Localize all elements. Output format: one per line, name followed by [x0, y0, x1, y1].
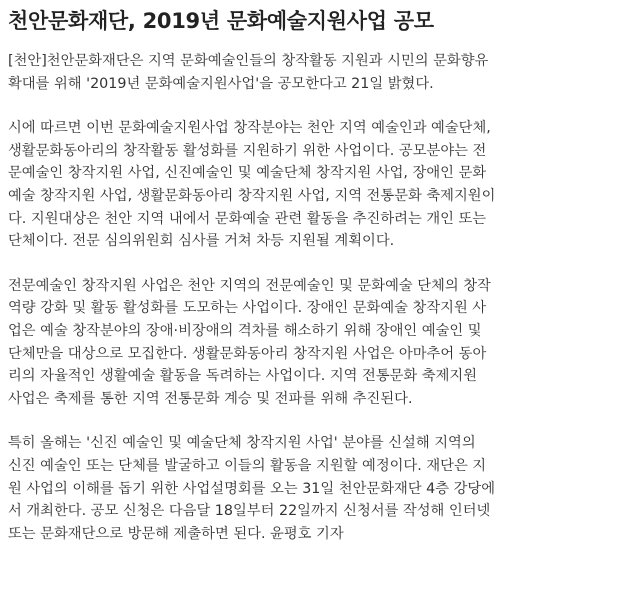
paragraph-line: 특히 올해는 '신진 예술인 및 예술단체 창작지원 사업' 분야를 신설해 지역의	[8, 435, 476, 452]
paragraph-line: 신진 예술인 또는 단체를 발굴하고 이들의 활동을 지원할 예정이다. 재단은 지	[8, 457, 487, 474]
article-paragraph-4	[8, 432, 630, 545]
article-paragraph-3	[8, 275, 630, 411]
paragraph-line: 문예술인 창작지원 사업, 신진예술인 및 예술단체 창작지원 사업, 장애인 문화	[8, 165, 487, 182]
article-paragraph-2	[8, 117, 630, 253]
paragraph-line: [천안]천안문화재단은 지역 문화예술인들의 창작활동 지원과 시민의 문화향유	[8, 53, 489, 69]
paragraph-line: 시에 따르면 이번 문화예술지원사업 창작분야는 천안 지역 예술인과 예술단체,	[8, 120, 491, 137]
paragraph-line: 원 사업의 이해를 돕기 위한 사업설명회를 오는 31일 천안문화재단 4층 강당에	[8, 480, 496, 497]
paragraph-line: 리의 자율적인 생활예술 활동을 독려하는 사업이다. 지역 전통문화 축제지원	[8, 368, 478, 385]
paragraph-line: 단체이다. 전문 심의위원회 심사를 거쳐 차등 지원될 계획이다.	[8, 233, 395, 250]
paragraph-line: 역량 강화 및 활동 활성화를 도모하는 사업이다. 장애인 문화예술 창작지원 사	[8, 300, 487, 317]
paragraph-line: 다. 지원대상은 천안 지역 내에서 문화예술 관련 활동을 추진하려는 개인 또는	[8, 210, 487, 227]
article-title: 천안문화재단, 2019년 문화예술지원사업 공모	[8, 9, 434, 33]
paragraph-line: 생활문화동아리의 창작활동 활성화를 지원하기 위한 사업이다. 공모분야는 전	[8, 142, 487, 159]
paragraph-line: 전문예술인 창작지원 사업은 천안 지역의 전문예술인 및 문화예술 단체의 창작	[8, 277, 491, 294]
paragraph-line: 업은 예술 창작분야의 장애·비장애의 격차를 해소하기 위해 장애인 예술인 및	[8, 322, 482, 339]
paragraph-line: 또는 문화재단으로 방문해 제출하면 된다. 윤평호 기자	[8, 525, 344, 542]
paragraph-line: 확대를 위해 '2019년 문화예술지원사업'을 공모한다고 21일 밝혔다.	[8, 75, 434, 92]
paragraph-line: 사업은 축제를 통한 지역 전통문화 계승 및 전파를 위해 추진된다.	[8, 390, 413, 407]
paragraph-line: 서 개최한다. 공모 신청은 다음달 18일부터 22일까지 신청서를 작성해 인터넷	[8, 503, 491, 520]
paragraph-line: 단체만을 대상으로 모집한다. 생활문화동아리 창작지원 사업은 아마추어 동아	[8, 345, 487, 362]
article-paragraph-1	[8, 50, 630, 95]
paragraph-line: 예술 창작지원 사업, 생활문화동아리 창작지원 사업, 지역 전통문화 축제지원이	[8, 187, 496, 204]
